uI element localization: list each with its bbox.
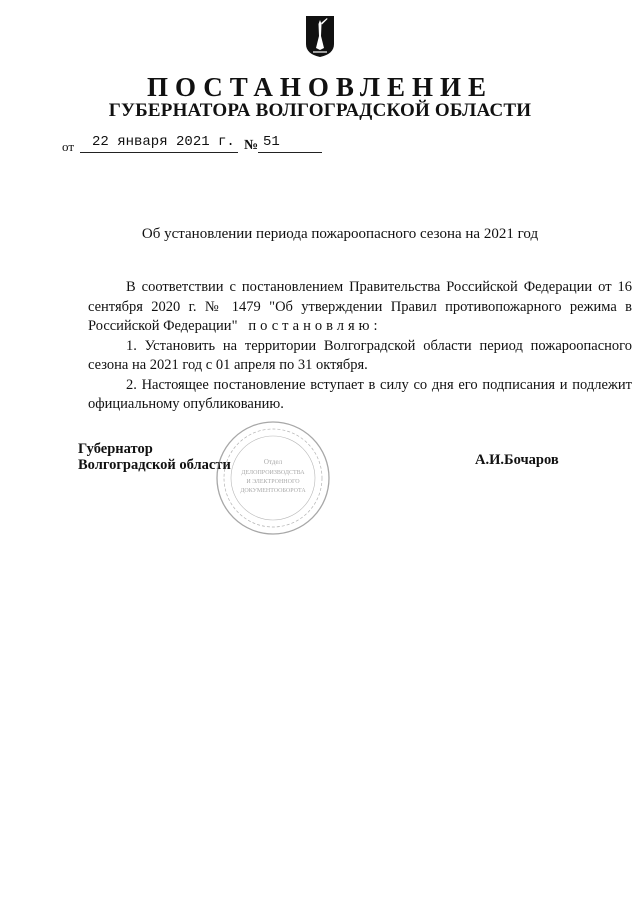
number-underline	[258, 152, 322, 153]
item-2: 2. Настоящее постановление вступает в силу со дня его подписания и подлежит официальному опубликованию.	[88, 376, 632, 412]
seal-line-4: ДОКУМЕНТООБОРОТА	[240, 488, 306, 494]
item-1: 1. Установить на территории Волгоградской области период пожароопасного сезона на 2021 год с 01 апреля по 31 октября.	[88, 337, 632, 373]
date-label: от	[62, 139, 75, 154]
signatory-title	[78, 441, 231, 473]
signatory-name: А.И.Бочаров	[475, 452, 559, 468]
official-seal-stamp	[213, 418, 333, 538]
document-date: 22 января 2021 г.	[92, 134, 235, 150]
document-type-heading: ПОСТАНОВЛЕНИЕ	[146, 72, 494, 102]
document-number: 51	[263, 134, 280, 150]
number-label: №	[244, 138, 259, 153]
seal-line-3: И ЭЛЕКТРОННОГО	[246, 479, 300, 485]
seal-line-2: ДЕЛОПРОИЗВОДСТВА	[241, 470, 305, 476]
date-underline	[80, 152, 238, 153]
preamble-text: В соответствии с постановлением Правительства Российской Федерации от 16 сентября 2020 г. № 1479 "Об утверждении Правил противопожарного режима в Российской Федерации"	[88, 279, 632, 334]
issuing-authority: ГУБЕРНАТОРА ВОЛГОГРАДСКОЙ ОБЛАСТИ	[108, 100, 532, 121]
decree-word: постановляю:	[248, 318, 382, 334]
document-subject: Об установлении периода пожароопасного сезона на 2021 год	[141, 226, 539, 242]
registration-line	[0, 133, 640, 155]
coat-of-arms-emblem	[305, 14, 335, 58]
signatory-title-line-1: Губернатор	[78, 441, 153, 457]
signatory-title-line-2: Волгоградской области	[78, 457, 231, 473]
preamble-paragraph	[88, 278, 632, 337]
seal-line-1: Отдел	[263, 458, 283, 466]
document-body	[88, 278, 632, 415]
